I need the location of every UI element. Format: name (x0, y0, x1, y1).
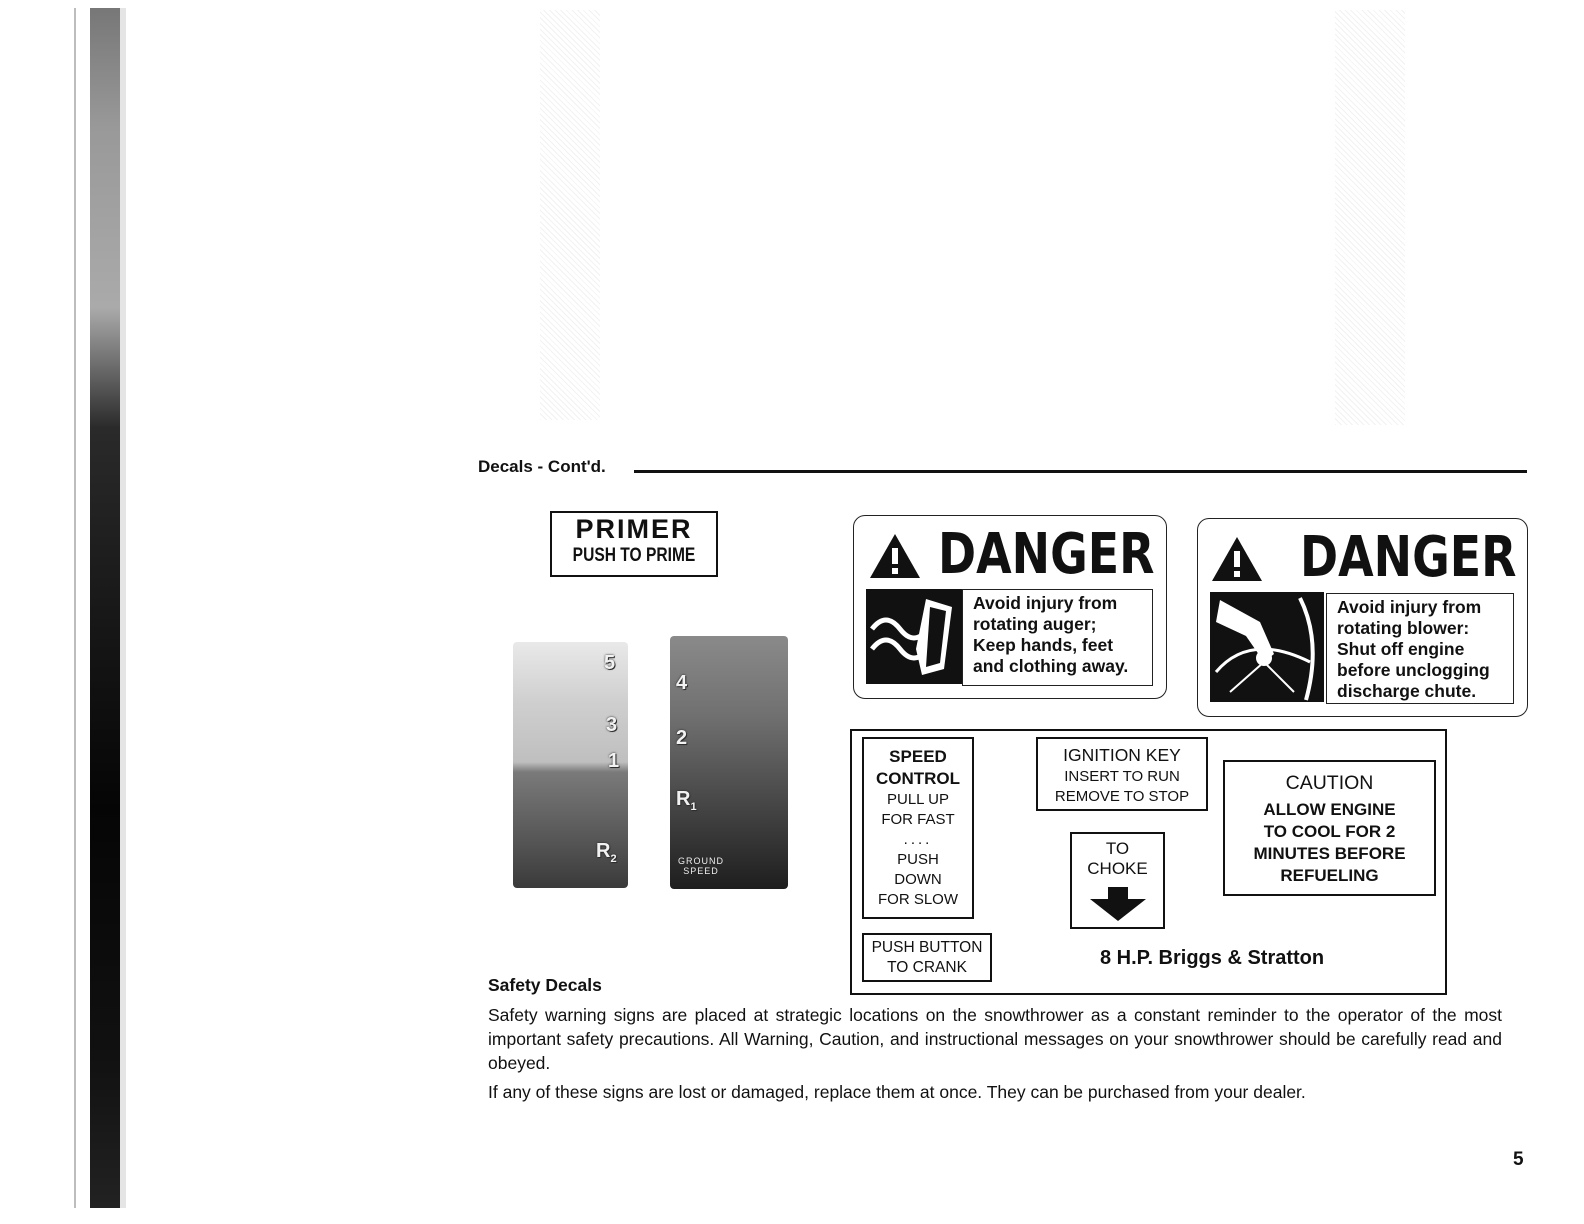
gear-number: 1 (608, 750, 620, 772)
speed-control-decal (862, 737, 974, 919)
blower-hazard-icon (1210, 592, 1324, 702)
danger-line: Keep hands, feet (973, 635, 1114, 655)
danger-blower-message (1326, 593, 1514, 704)
speed-separator: .... (903, 831, 933, 848)
danger-line: Avoid injury from (973, 593, 1118, 613)
ground-speed-line2: SPEED (683, 866, 719, 876)
danger-line: discharge chute. (1337, 681, 1477, 701)
speed-instruction: FOR FAST (881, 811, 955, 828)
danger-line: rotating blower: (1337, 618, 1470, 638)
safety-decals-heading: Safety Decals (488, 975, 602, 995)
choke-label: CHOKE (1087, 859, 1148, 878)
danger-line: Avoid injury from (1337, 597, 1482, 617)
speed-instruction: FOR SLOW (877, 891, 958, 908)
page-number: 5 (1513, 1149, 1524, 1170)
primer-decal (550, 511, 718, 577)
warning-triangle-icon (868, 532, 922, 580)
warning-triangle-icon (1210, 535, 1264, 583)
speed-control-title: SPEED (889, 747, 947, 766)
ground-speed-line1: GROUND (678, 856, 724, 866)
binding-edge-highlight (120, 8, 126, 1208)
binding-edge-line (74, 8, 76, 1208)
danger-line: Shut off engine (1337, 639, 1465, 659)
gear-number: 3 (606, 714, 618, 736)
gear-decal-right (670, 636, 788, 889)
danger-line: and clothing away. (973, 656, 1129, 676)
choke-label: TO (1105, 839, 1130, 858)
primer-instruction: PUSH TO PRIME (572, 545, 696, 566)
ground-speed-label (670, 856, 732, 876)
danger-blower-decal (1197, 518, 1528, 717)
gear-reverse-subscript: 2 (610, 853, 617, 865)
crank-label: TO CRANK (887, 959, 967, 976)
primer-title: PRIMER (575, 514, 693, 544)
speed-control-title: CONTROL (875, 769, 961, 788)
gear-reverse-letter: R (596, 840, 611, 862)
crank-label: PUSH BUTTON (871, 939, 983, 956)
gear-number: 2 (676, 727, 688, 749)
caution-decal (1223, 760, 1436, 896)
caution-line: TO COOL FOR 2 (1263, 822, 1396, 841)
danger-auger-decal (853, 515, 1167, 699)
danger-line: rotating auger; (973, 614, 1097, 634)
gear-reverse-label (676, 788, 697, 813)
danger-heading: DANGER (1300, 525, 1517, 590)
scan-noise (1335, 10, 1405, 425)
crank-decal (862, 933, 992, 982)
section-title: Decals - Cont'd. (478, 457, 606, 476)
caution-title: CAUTION (1285, 772, 1374, 794)
speed-instruction: PULL UP (887, 791, 949, 808)
ignition-title: IGNITION KEY (1063, 745, 1181, 765)
danger-heading: DANGER (938, 522, 1155, 587)
gear-number: 4 (676, 672, 688, 694)
speed-instruction: PUSH (897, 851, 939, 868)
danger-line: before unclogging (1337, 660, 1490, 680)
auger-hazard-icon (866, 589, 964, 684)
ignition-instruction: INSERT TO RUN (1064, 768, 1180, 785)
ignition-key-decal (1036, 737, 1208, 811)
engine-label: 8 H.P. Briggs & Stratton (1100, 947, 1325, 969)
body-paragraph: Safety warning signs are placed at strategic locations on the snowthrower as a constant reminder to the operator of the most important safety precautions. All Warning, Caution, and instructional messages on your snowthrower should be carefully read and obeyed. (488, 1005, 1502, 1073)
arrow-down-icon (1090, 887, 1146, 921)
caution-line: MINUTES BEFORE (1253, 844, 1406, 863)
caution-line: REFUELING (1280, 866, 1379, 885)
ignition-instruction: REMOVE TO STOP (1054, 788, 1190, 805)
scan-noise (540, 10, 600, 420)
caution-line: ALLOW ENGINE (1263, 800, 1396, 819)
section-rule (634, 470, 1527, 473)
gear-number: 5 (604, 652, 616, 674)
gear-reverse-label (596, 840, 617, 865)
binding-edge-shadow (90, 8, 120, 1208)
body-paragraph: If any of these signs are lost or damaged, replace them at once. They can be purchased from your dealer. (488, 1082, 1306, 1102)
gear-reverse-letter: R (676, 788, 691, 810)
danger-auger-message (962, 589, 1153, 686)
speed-instruction: DOWN (894, 871, 942, 888)
choke-decal (1070, 832, 1165, 929)
gear-decal-left (513, 642, 628, 888)
gear-reverse-subscript: 1 (690, 801, 697, 813)
